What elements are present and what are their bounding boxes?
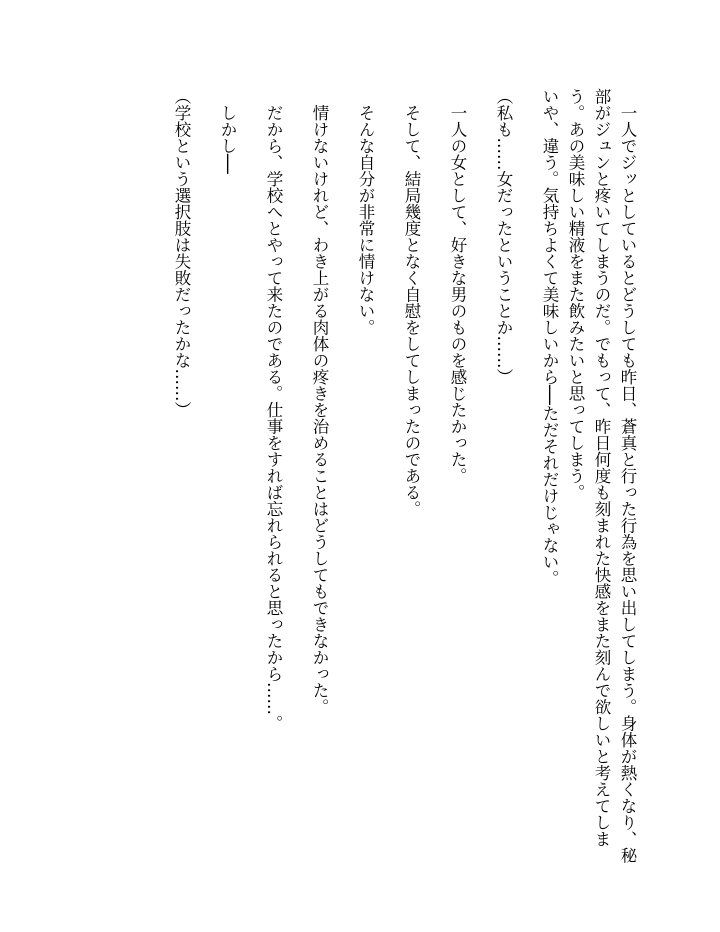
paragraph-10: （学校という選択肢は失敗だったかな……） [172, 88, 191, 418]
vertical-text-block [148, 88, 640, 868]
paragraph-8: だから、学校へとやって来たのである。仕事をすれば忘れられると思ったから……。 [264, 88, 283, 732]
paragraph-4: 一人の女として、好きな男のものを感じたかった。 [448, 88, 467, 484]
paragraph-1: 一人でジッとしているとどうしても昨日、蒼真と行った行為を思い出してしまう。身体が熱くなり、秘部がジュンと疼いてしまうのだ。でもって、昨日何度も刻まれた快感をまた刻んで欲しいと考えてしまう。あの美味しい精液をまた飲みたいと思ってしまう。 [566, 88, 637, 864]
paragraph-9: しかし── [218, 88, 237, 174]
paragraph-2: いや、違う。気持ちよくて美味しいから──ただそれだけじゃない。 [540, 88, 559, 587]
paragraph-7: 情けないけれど、わき上がる肉体の疼きを治めることはどうしてもできなかった。 [310, 88, 329, 715]
paragraph-6: そんな自分が非常に情けない。 [356, 88, 375, 336]
paragraph-3: （私も……女だったということか……） [494, 88, 513, 385]
paragraph-5: そして、結局幾度となく自慰をしてしまったのである。 [402, 88, 421, 517]
